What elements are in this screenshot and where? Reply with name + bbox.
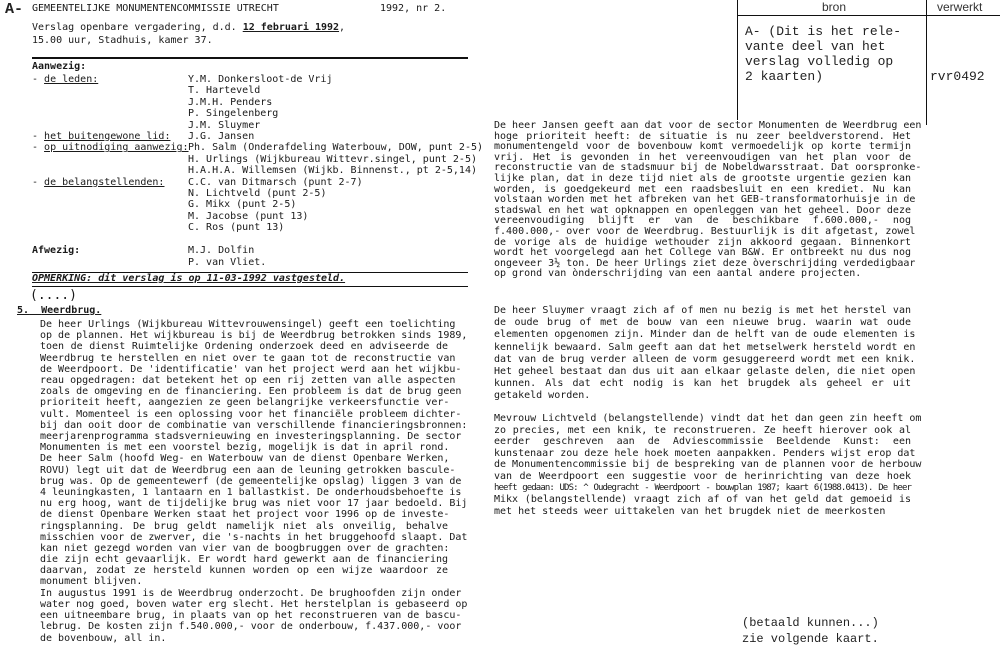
text-line: de Weerdpoort. De 'identificatie' van het project werd aan het wijkbu- [40,363,462,375]
column-header-processed: verwerkt [937,0,983,14]
text-line: wordt het voorgelegd aan het College van B&W. Er ontbreekt nu dus nog [494,247,911,259]
meeting-subtitle [32,22,345,34]
text-line: kan niet gezegd worden van vier van de boogbruggen over de grachten: [40,542,450,554]
attendee-name: Ph. Salm (Onderafdeling Waterbouw, DOW, punt 2-5) [188,142,484,154]
text-line: hoge prioriteit heeft: de situatie is nu zeer beeldverstorend. Het [494,130,911,142]
text-line: In augustus 1991 is de Weerdbrug onderzocht. De brughoofden zijn onder [40,587,462,599]
attendee-name: M. Jacobse (punt 13) [188,210,309,222]
text-line: vrij. Het is gevonden in het vereenvoudigen van het plan voor de [494,151,911,163]
text-line: getakeld worden. [494,390,591,402]
table-column-divider [926,0,927,125]
text-line: vult. Momenteel is een oplossing voor het financiële probleem dichter- [40,408,462,420]
text-line: een uitneembare brug, in plaats van op het reconstrueren van de bascu- [40,610,462,622]
text-line: ROVU) legt uit dat de Weerdbrug een aan de leuning getrokken bascule- [40,464,456,476]
text-line: eerder geschreven aan de Adviescommissie Beeldende Kunst: een [494,436,911,448]
text-line: brug was. Op de gemeentewerf (de gemeentelijke opslag) liggen 3 van de [40,475,462,487]
attendee-name: J.M. Sluymer [188,119,261,131]
text-line: elementen opgenomen zijn. Minder dan de helft van de oude elementen is [494,329,916,341]
paragraph [494,305,916,403]
text-line: f.400.000,- over voor de Weerdbrug. Bestuurlijk is dit afgetast, zowel [494,225,916,237]
text-line: vereenvoudiging blijft er van de beschikbare f.600.000,- nog [494,215,911,227]
text-line: zoals de omgeving en de financiering. Een probleem is dat de brug geen [40,386,462,398]
text-line: lebrug. De kosten zijn f.540.000,- voor de onderbouw, f.437.000,- voor [40,621,462,633]
text-line: de dienst Openbare Werken staat het project voor 1996 op de investe- [40,509,450,521]
text-line: op grond van ònderschrijding van een aantal andere projecten. [494,268,862,280]
table-header-border [737,15,1000,16]
attendee-name: C.C. van Ditmarsch (punt 2-7) [188,176,363,188]
text-line: die zijn echt gevaarlijk. Er wordt hard gewerkt aan de financiering [40,554,448,566]
meeting-time-place: 15.00 uur, Stadhuis, kamer 37. [32,35,213,46]
footer-line-1: (betaald kunnen...) [742,616,879,630]
text-line: bij dan ooit door de combinatie van verschillende financieringsbronnen: [40,419,468,431]
paragraph [494,120,922,280]
text-line: dat van de brug verder alleen de vorm gesuggereerd wordt met een knik. [494,353,916,365]
text-line: op de plannen. Het wijkbureau is bij de Weerdbrug betrokken sinds 1989, [40,330,468,342]
text-line: met het steeds weer uittakelen van het brugdek niet de meerkosten [494,505,886,517]
paragraph [494,413,922,517]
attendance-group-label: - op uitnodiging aanwezig: [32,142,189,154]
text-line: water nog goed, boven water erg slecht. Het herstelplan is gebaseerd op [40,598,468,610]
meeting-date: 12 februari 1992 [242,22,340,33]
text-line: volstaan worden met het afbreken van het GEB-transformatorhuisje in de [494,194,916,206]
header-divider [32,57,468,59]
organization-title: GEMEENTELIJKE MONUMENTENCOMMISSIE UTRECHT [32,3,279,14]
column-header-source: bron [822,0,847,14]
text-line: Monumenten is met een voorstel bezig, mogelijk is dat in april rond. [40,442,450,454]
source-cell: A- (Dit is het rele- vante deel van het verslag volledig op 2 kaarten) [745,24,902,84]
text-line: ringsplanning. De brug geldt namelijk niet als onveilig, behalve [40,520,448,532]
text-line: 4 leuningkasten, 1 lantaarn en 1 ballastkist. De onderhoudsbehoefte is [40,486,462,498]
text-line: stadswal en het wat opknappen en openleggen van het geheel. Door deze [494,204,911,216]
text-line: kennelijk bewaard. Salm geeft aan dat het metselwerk hersteld wordt en [494,341,916,353]
footer-line-2: zie volgende kaart. [742,632,879,646]
present-label: Aanwezig: [32,61,87,72]
processed-code: rvr0492 [930,69,985,84]
attendee-name: H.A.H.A. Willemsen (Wijkb. Binnenst., pt 2-5,14) [188,165,477,177]
text-line: Het geheel bestaat dan dus uit aan elkaar gelaste delen, die niet open [494,365,916,377]
paragraph [40,319,468,454]
issue-number: 1992, nr 2. [380,3,447,14]
table-left-border [737,0,738,120]
text-line: zo precies, met een knik, te reconstrueren. Ze heeft hierover ook al [494,424,911,436]
text-line: De heer Sluymer vraagt zich af of men nu bezig is met het herstel van [494,305,911,316]
text-line: de Monumentencommissie bij de bespreking van de plannen voor de herbouw [494,459,922,471]
text-line: Mikx (belangstellende) vraagt zich af of van het geld dat gemoeid is [494,494,911,506]
subtitle-suffix: , [339,22,346,33]
text-line: kunnen. Als dat echt nodig is kan het brugdek als geheel er uit [494,378,911,390]
attendee-name: P. Singelenberg [188,108,279,120]
text-line: nu erg hoog, want de tijdelijke brug was niet voor 17 jaar bedoeld. Bij [40,498,468,510]
text-line: kunstenaar zou deze hele hoek moeten aanpakken. Penders wijst erop dat [494,447,916,459]
attendee-name: N. Lichtveld (punt 2-5) [188,188,327,199]
text-line: daarvan, zodat ze hersteld kunnen worden op een wijze waardoor ze [40,565,448,577]
attendee-name: G. Mikx (punt 2-5) [188,199,297,211]
absent-name: M.J. Dolfin [188,245,255,256]
text-line: ongeveer 3½ ton. De heer Urlings ziet deze òverschrijding verdedigbaar [494,257,916,269]
paragraph [40,587,468,644]
paragraph [40,453,468,588]
text-line: prioriteit heeft, aangezien ze geen belangrijke verkeersfunctie ver- [40,397,450,409]
text-line: worden, is goedgekeurd met een raadsbesluit en een krediet. Nu kan [494,183,911,195]
attendee-name: H. Urlings (Wijkbureau Wittevr.singel, punt 2-5) [188,153,477,165]
text-line: meerjarenprogramma stadsvernieuwing en investeringsplanning. De sector [40,430,462,442]
text-line: de bovenbouw, all in. [40,632,167,644]
remark-rule-bottom [32,286,468,287]
text-line: van de Weerdpoort een suggestie voor de herinrichting van deze hoek [494,470,911,482]
section-title: Weerdbrug. [41,305,102,316]
text-line: De heer Urlings (Wijkbureau Wittevrouwensingel) geeft een toelichting [40,319,456,330]
absent-label: Afwezig: [32,245,81,256]
text-line: monument blijven. [40,576,143,588]
attendee-name: Y.M. Donkersloot-de Vrij [188,74,333,85]
text-line: Weerdbrug te herstellen en niet over te gaan tot de reconstructie van [40,352,456,364]
section-heading [17,305,101,317]
text-line: toen de dienst Ruimtelijke Ordening onderzoek deed en adviseerde de [40,341,448,353]
text-line: Mevrouw Lichtveld (belangstellende) vindt dat het dan geen zin heeft om [494,413,922,424]
text-line: De heer Salm (hoofd Weg- en Waterbouw van de dienst Openbare Werken, [40,453,450,465]
ellipsis: (....) [30,288,77,303]
attendee-name: J.M.H. Penders [188,96,273,108]
text-line: heeft gedaan: UDS: ^ Oudegracht - Weerdpoort - bouwplan 1987; kaart 6(1988.0413). De heer [494,482,911,493]
text-line: reconstructie van de stadsmuur bij de Nobeldwarsstraat. Dat oorspronke- [494,162,922,174]
attendance-group-label: - het buitengewone lid: [32,131,171,142]
attendee-name: T. Harteveld [188,85,261,97]
section-number: 5. [17,305,30,316]
text-line: de oude brug of met de bouw van een nieuwe brug. waarin wat oude [494,317,911,329]
text-line: de vorige als de huidige wethouder zijn akkoord gegaan. Binnenkort [494,236,911,248]
attendance-group-label: - de belangstellenden: [32,176,165,188]
card-marker: A- [5,1,24,18]
remark: OPMERKING: dit verslag is op 11-03-1992 vastgesteld. [32,273,346,284]
text-line: De heer Jansen geeft aan dat voor de sector Monumenten de Weerdbrug een [494,120,922,131]
text-line: lijke plan, dat in deze tijd niet als de grootste urgentie gezien kan [494,172,911,184]
text-line: monumentengeld voor de bovenbouw komt vermoedelijk op korte termijn [494,141,911,153]
absent-name: P. van Vliet. [188,257,267,268]
attendee-name: J.G. Jansen [188,131,255,142]
text-line: misschien voor de zwerver, die 's-nachts in het bruggehoofd slaapt. Dat [40,531,468,543]
attendance-group-label: - de leden: [32,74,99,85]
text-line: reau opgedragen: dat betekent het op een rij zetten van alle aspecten [40,374,456,386]
subtitle-prefix: Verslag openbare vergadering, d.d. [32,22,243,33]
attendee-name: C. Ros (punt 13) [188,222,285,234]
